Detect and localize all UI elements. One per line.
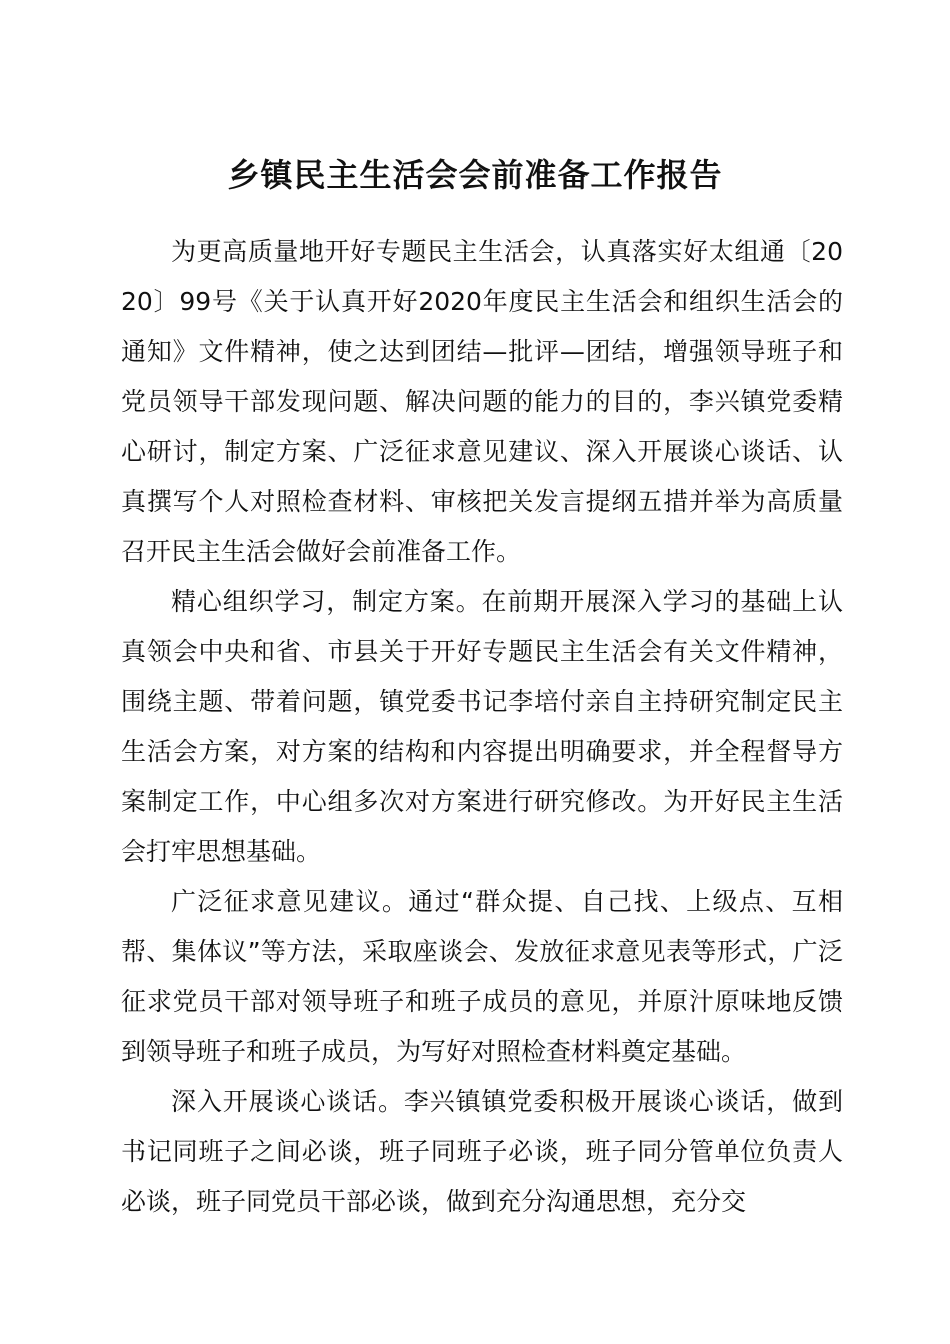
paragraph: 精心组织学习，制定方案。在前期开展深入学习的基础上认真领会中央和省、市县关于开好专题民主生活会有关文件精神，围绕主题、带着问题，镇党委书记李培付亲自主持研究制定民主生活会方案，对方案的结构和内容提出明确要求，并全程督导方案制定工作，中心组多次对方案进行研究修改。为开好民主生活会打牢思想基础。 [121,587,843,866]
paragraph: 为更高质量地开好专题民主生活会，认真落实好太组通〔2020〕99号《关于认真开好2020年度民主生活会和组织生活会的通知》文件精神，使之达到团结—批评—团结，增强领导班子和党员领导干部发现问题、解决问题的能力的目的，李兴镇党委精心研讨，制定方案、广泛征求意见建议、深入开展谈心谈话、认真撰写个人对照检查材料、审核把关发言提纲五措并举为高质量召开民主生活会做好会前准备工作。 [121,237,843,566]
paragraph: 广泛征求意见建议。通过“群众提、自己找、上级点、互相帮、集体议”等方法，采取座谈会、发放征求意见表等形式，广泛征求党员干部对领导班子和班子成员的意见，并原汁原味地反馈到领导班子和班子成员，为写好对照检查材料奠定基础。 [121,887,843,1066]
paragraph: 深入开展谈心谈话。李兴镇镇党委积极开展谈心谈话，做到书记同班子之间必谈，班子同班子必谈，班子同分管单位负责人必谈，班子同党员干部必谈，做到充分沟通思想，充分交 [121,1087,843,1216]
document-title: 乡镇民主生活会会前准备工作报告 [227,156,723,194]
document-body [121,227,843,1227]
